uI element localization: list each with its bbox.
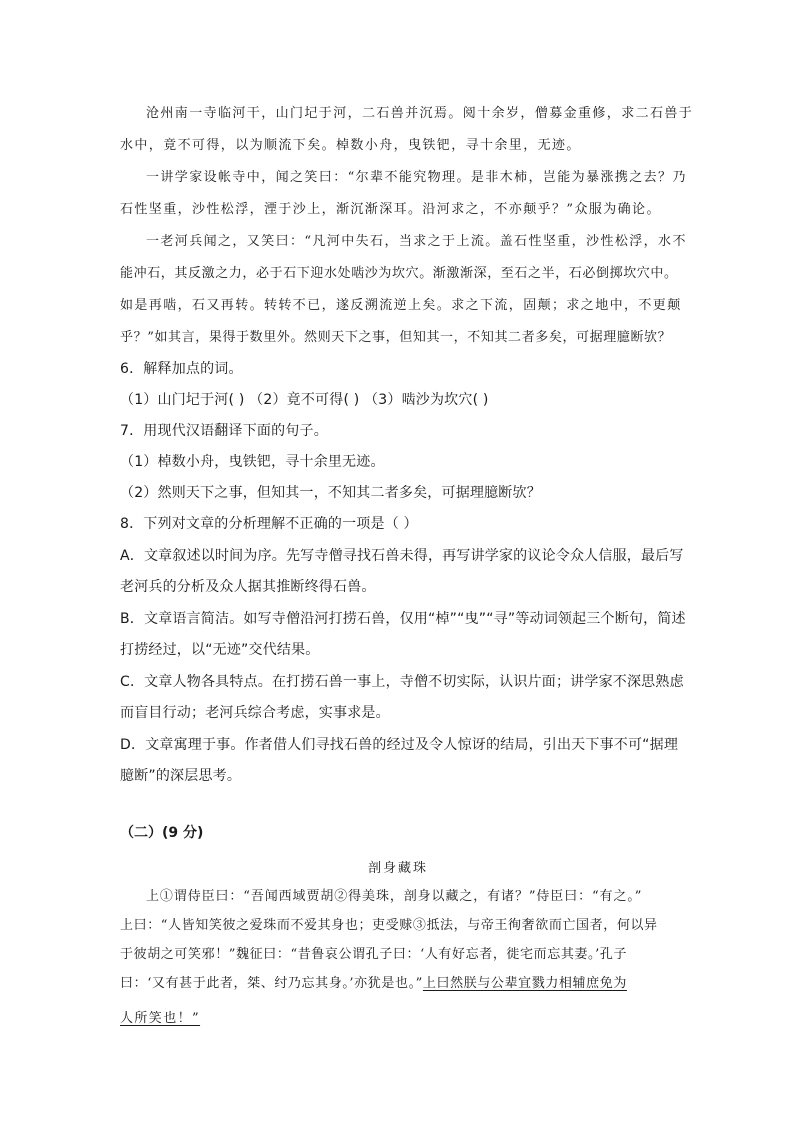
section-2-underlined-sentence-part-1: 上曰然朕与公辈宜戮力相辅庶免为	[422, 976, 627, 991]
question-8-option-b-line-2: 打捞经过，以“无迹”交代结果。	[120, 642, 320, 658]
passage1-line-4: 石性坚重，沙性松浮，湮于沙上，渐沉渐深耳。沿河求之，不亦颠乎？”众服为确论。	[120, 202, 661, 217]
section-2-underlined-sentence-part-2: 人所笑也！”	[120, 1011, 201, 1026]
section-2-title: 剖身藏珠	[368, 861, 429, 876]
passage1-line-1: 沧州南一寺临河干，山门圮于河，二石兽并沉焉。阅十余岁，僧募金重修，求二石兽于	[146, 106, 694, 121]
question-8-option-a-line-1: A．文章叙述以时间为序。先写寺僧寻找石兽未得，再写讲学家的议论令众人信服，最后写	[120, 548, 684, 564]
section-2-line-4-text: 曰：‘又有甚于此者，桀、纣乃忘其身。’亦犹是也。”	[120, 976, 423, 991]
question-7-item-1: （1）棹数小舟，曳铁钯，寻十余里无迹。	[120, 454, 385, 470]
question-7-prompt: 7．用现代汉语翻译下面的句子。	[120, 423, 328, 439]
question-8-option-c-line-1: C．文章人物各具特点。在打捞石兽一事上，寺僧不切实际，认识片面；讲学家不深思熟虑	[120, 674, 684, 690]
question-8-option-d-line-1: D．文章寓理于事。作者借人们寻找石兽的经过及令人惊讶的结局，引出天下事不可“据理	[120, 737, 679, 753]
question-6-items: （1）山门圮于河( ) （2）竟不可得( ) （3）啮沙为坎穴( )	[120, 392, 489, 408]
section-2-line-1: 上①谓侍臣曰：“吾闻西域贾胡②得美珠，剖身以藏之，有诸？”侍臣曰：“有之。”	[146, 889, 643, 904]
question-6-prompt: 6．解释加点的词。	[120, 361, 243, 377]
question-8-option-b-line-1: B．文章语言简洁。如写寺僧沿河打捞石兽，仅用“棹”“曳”“寻”等动词领起三个断句，简述	[120, 611, 686, 627]
passage1-line-7: 如是再啮，石又再转。转转不已，遂反溯流逆上矣。求之下流，固颠；求之地中，不更颠	[120, 298, 682, 313]
question-7-item-2: （2）然则天下之事，但知其一，不知其二者多矣，可据理臆断欤？	[120, 485, 541, 501]
passage1-line-3: 一讲学家设帐寺中，闻之笑曰：“尔辈不能究物理。是非木柿，岂能为暴涨携之去？乃	[146, 170, 687, 185]
question-8-prompt: 8．下列对文章的分析理解不正确的一项是（ ）	[120, 516, 418, 532]
section-2-line-3: 于彼胡之可笑邪！”魏征曰：“昔鲁哀公谓孔子曰：‘人有好忘者，徙宅而忘其妻。’孔子	[120, 947, 628, 962]
question-8-option-c-line-2: 而盲目行动；老河兵综合考虑，实事求是。	[120, 705, 390, 721]
section-2-line-4	[120, 972, 627, 991]
question-8-option-a-line-2: 老河兵的分析及众人据其推断终得石兽。	[120, 579, 376, 595]
section-2-line-2: 上曰：“人皆知笑彼之爱珠而不爱其身也；吏受赇③抵法，与帝王徇奢欲而亡国者，何以异	[120, 918, 658, 933]
passage1-line-8: 乎？”如其言，果得于数里外。然则天下之事，但知其一，不知其二者多矣，可据理臆断欤？	[120, 330, 672, 345]
passage1-line-5: 一老河兵闻之，又笑曰：“凡河中失石，当求之于上流。盖石性坚重，沙性松浮，水不	[146, 234, 687, 249]
section-2-heading: （二）(9 分)	[120, 825, 204, 841]
question-8-option-d-line-2: 臆断”的深层思考。	[120, 768, 242, 784]
passage1-line-2: 水中，竟不可得，以为顺流下矣。棹数小舟，曳铁钯，寻十余里，无迹。	[120, 138, 581, 153]
passage1-line-6: 能冲石，其反激之力，必于石下迎水处啮沙为坎穴。渐激渐深，至石之半，石必倒掷坎穴中。	[120, 266, 678, 281]
